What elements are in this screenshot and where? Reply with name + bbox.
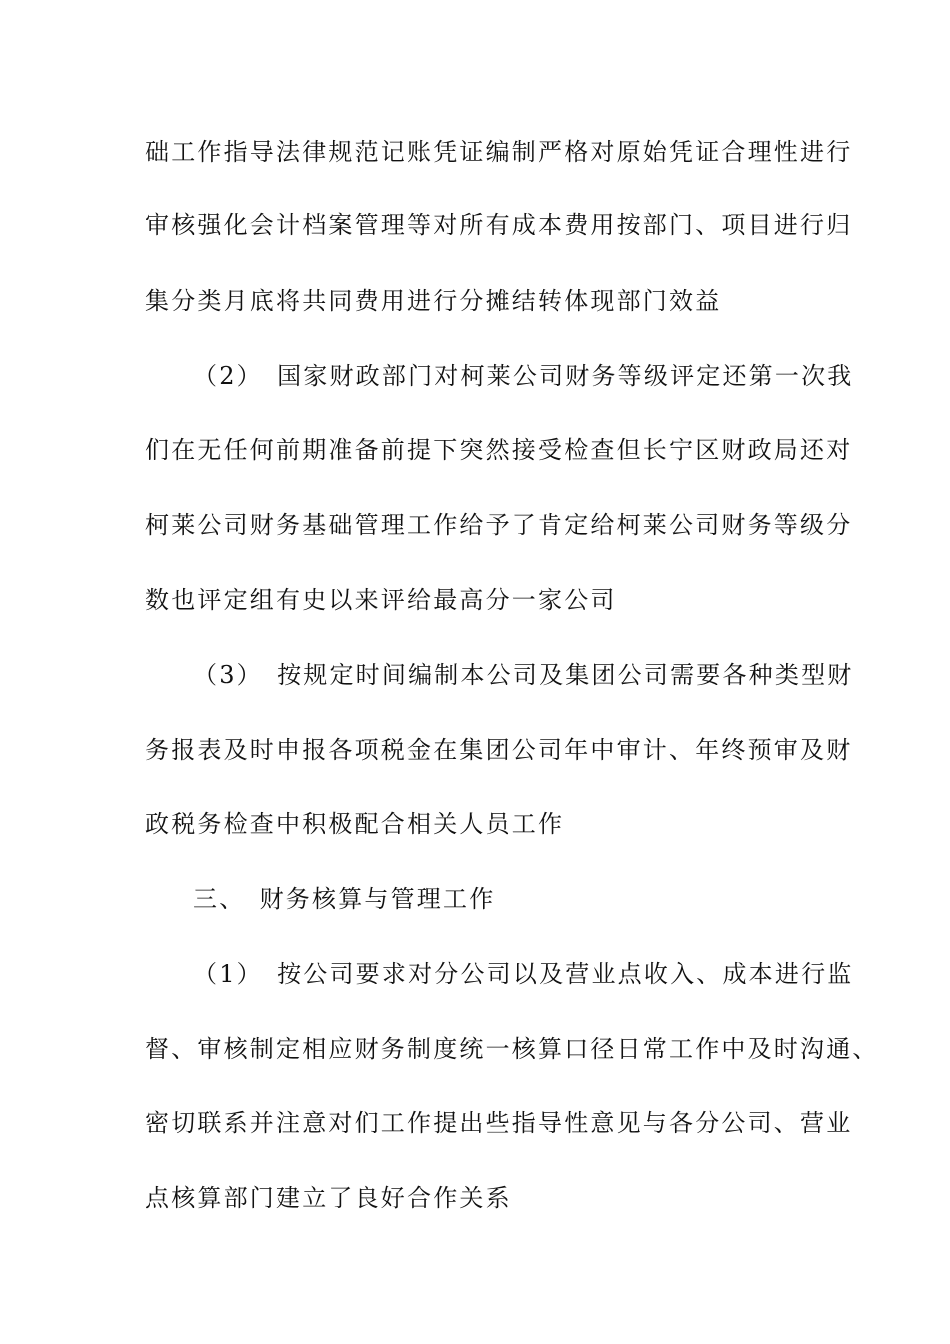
list-item-1-line: （1） 按公司要求对分公司以及营业点收入、成本进行监 — [193, 960, 854, 988]
paragraph-line: 数也评定组有史以来评给最高分一家公司 — [145, 586, 617, 614]
section-heading: 三、 财务核算与管理工作 — [193, 885, 496, 913]
paragraph-line: 集分类月底将共同费用进行分摊结转体现部门效益 — [145, 287, 722, 315]
paragraph-line: 督、审核制定相应财务制度统一核算口径日常工作中及时沟通、 — [145, 1035, 879, 1063]
list-item-3-line: （3） 按规定时间编制本公司及集团公司需要各种类型财 — [193, 661, 854, 689]
paragraph-line: 们在无任何前期准备前提下突然接受检查但长宁区财政局还对 — [145, 436, 853, 464]
paragraph-line: 点核算部门建立了良好合作关系 — [145, 1184, 512, 1212]
paragraph-line: 审核强化会计档案管理等对所有成本费用按部门、项目进行归 — [145, 211, 853, 239]
paragraph-line: 务报表及时申报各项税金在集团公司年中审计、年终预审及财 — [145, 736, 853, 764]
paragraph-line: 柯莱公司财务基础管理工作给予了肯定给柯莱公司财务等级分 — [145, 511, 853, 539]
paragraph-line: 政税务检查中积极配合相关人员工作 — [145, 810, 565, 838]
list-item-2-line: （2） 国家财政部门对柯莱公司财务等级评定还第一次我 — [193, 362, 854, 390]
paragraph-line: 础工作指导法律规范记账凭证编制严格对原始凭证合理性进行 — [145, 138, 853, 166]
paragraph-line: 密切联系并注意对们工作提出些指导性意见与各分公司、营业 — [145, 1109, 853, 1137]
